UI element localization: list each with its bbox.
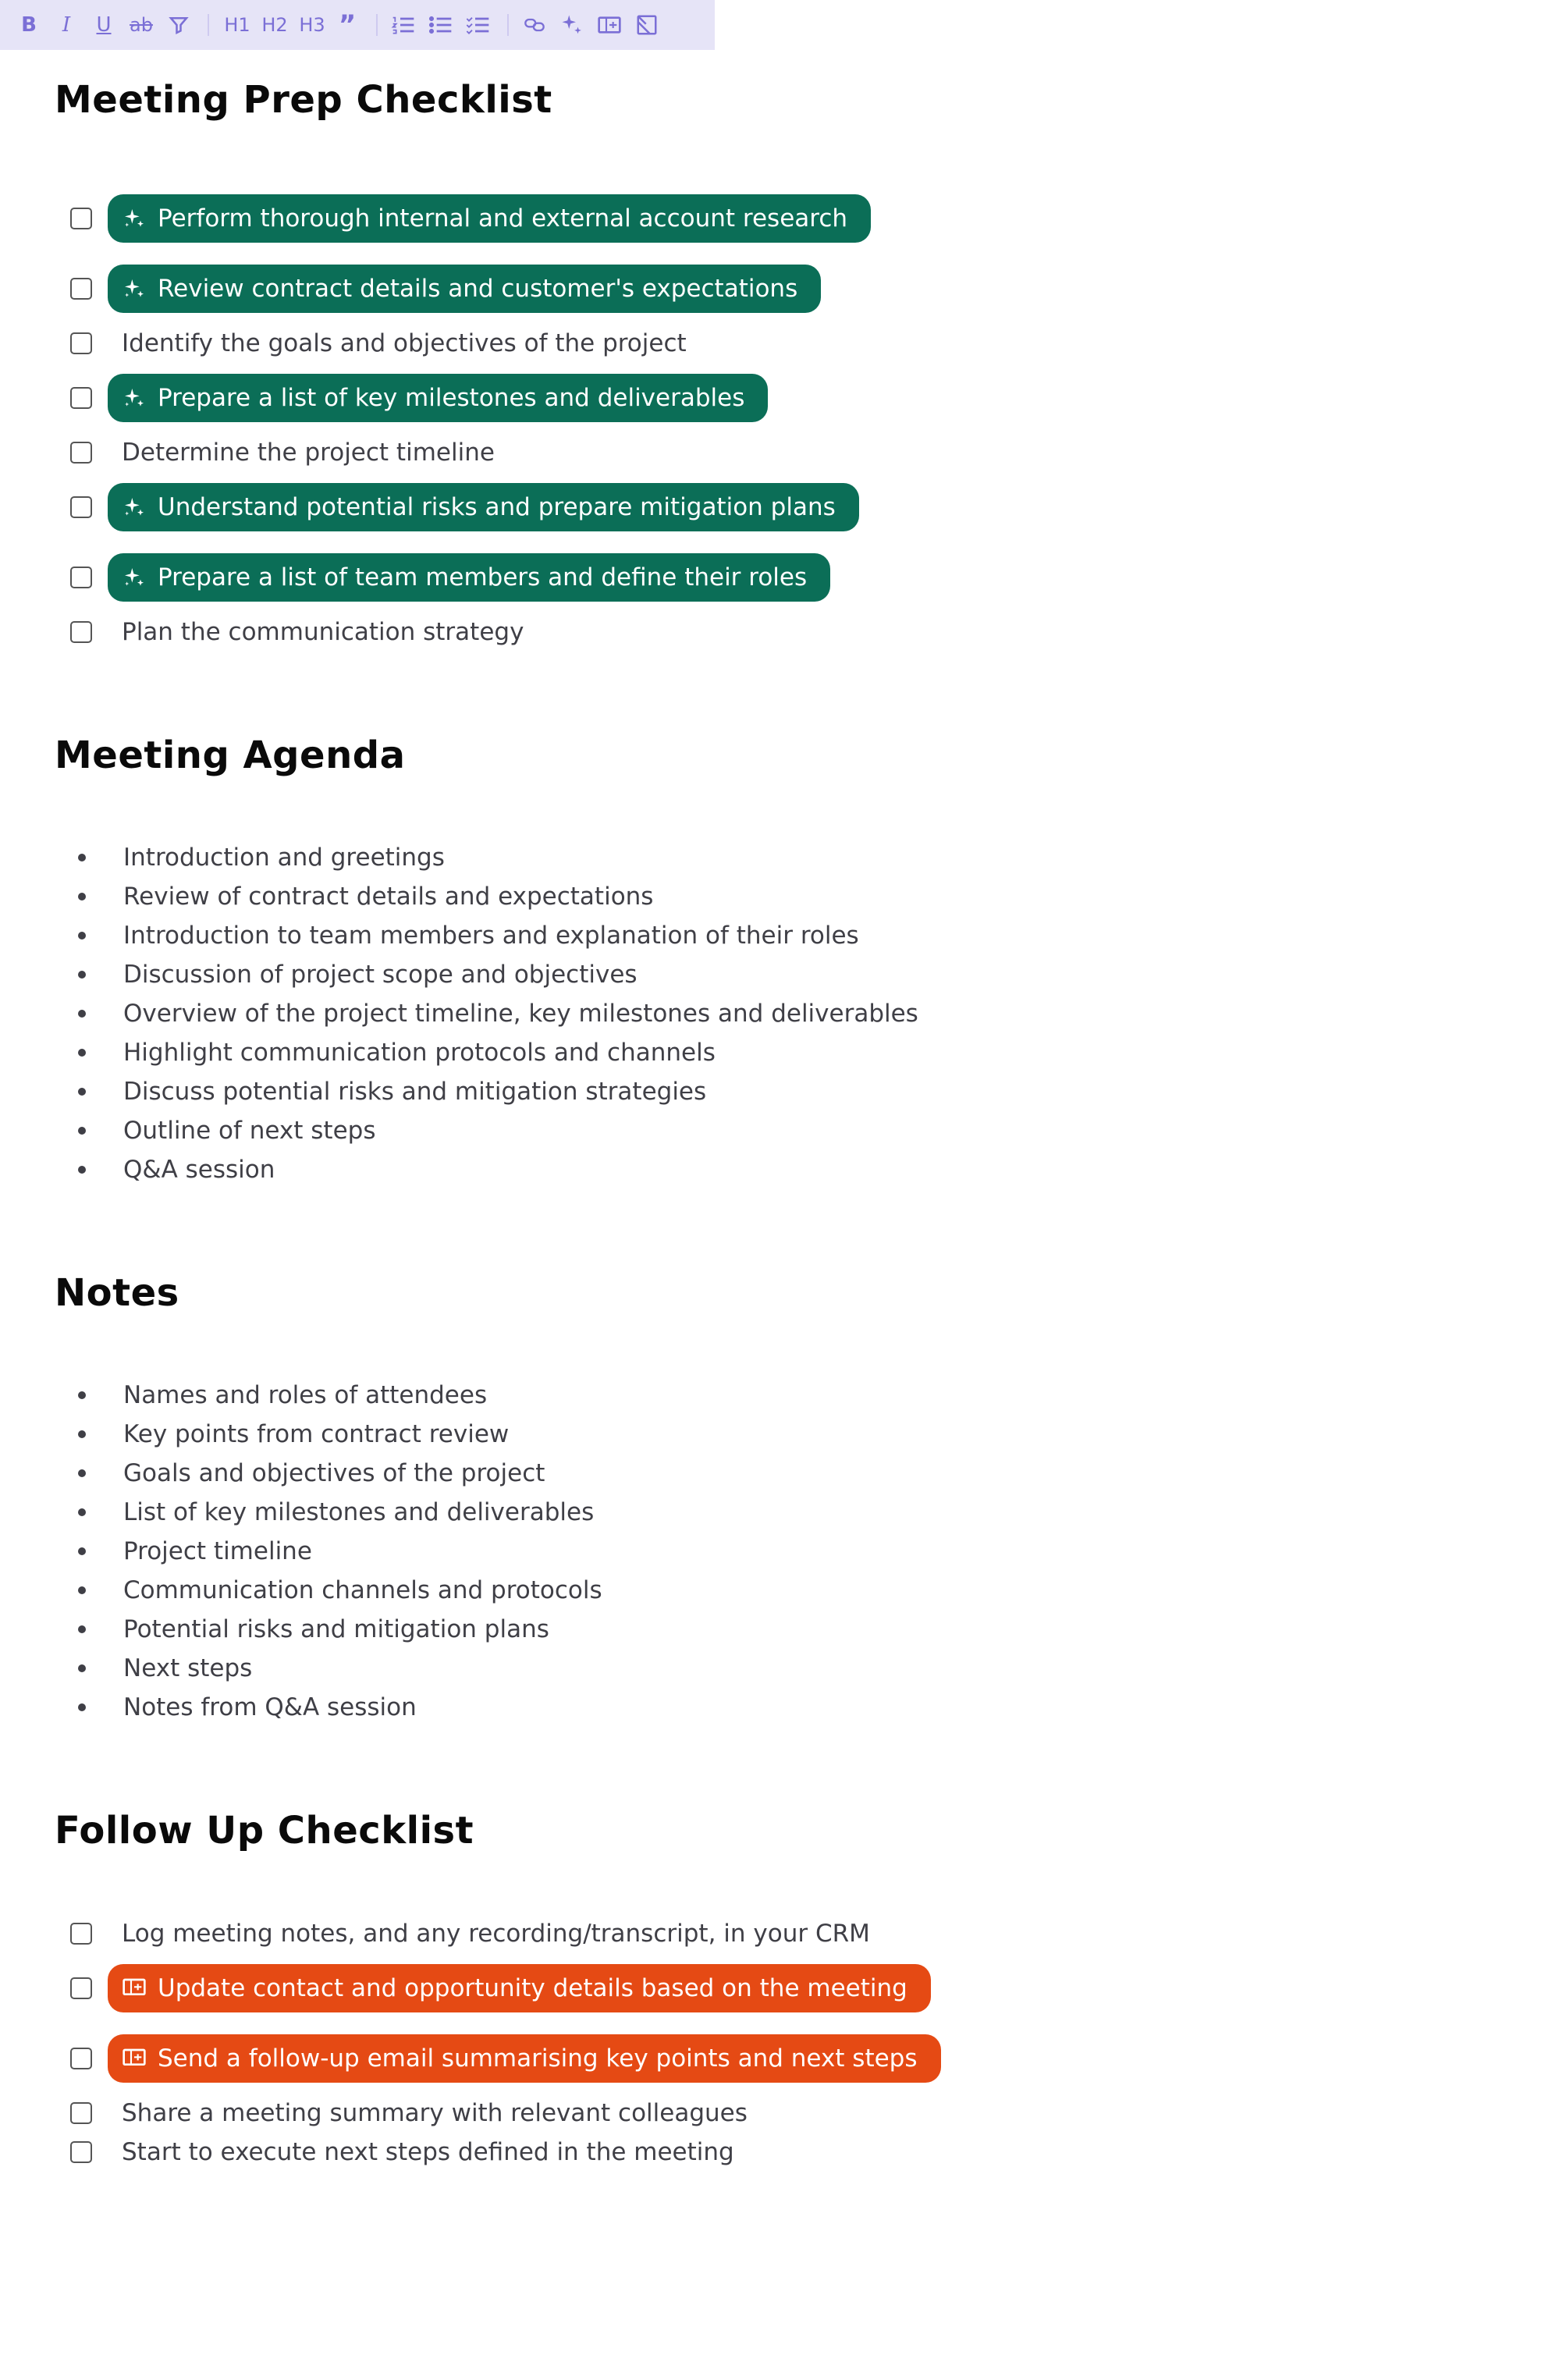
list-item-label[interactable]: Discuss potential risks and mitigation strategies [123, 1078, 707, 1106]
chip-label: Update contact and opportunity details based on the meeting [158, 1974, 907, 2002]
chip-label: Prepare a list of key milestones and deliverables [158, 384, 745, 412]
checkbox[interactable] [70, 278, 92, 300]
underline-button[interactable]: U [96, 13, 112, 37]
bullet-icon [78, 1586, 86, 1594]
checklist-button[interactable] [465, 9, 492, 41]
list-item [55, 1415, 509, 1454]
ai-action-chip[interactable] [108, 265, 821, 313]
sparkle-icon [122, 565, 147, 590]
checklist-item-label[interactable]: Plan the communication strategy [122, 618, 524, 646]
bullet-icon [78, 1010, 86, 1018]
bullet-icon [78, 1166, 86, 1174]
checkbox[interactable] [70, 332, 92, 354]
list-item [55, 1532, 312, 1571]
bullet-icon [78, 1547, 86, 1555]
list-item [55, 877, 653, 916]
checkbox[interactable] [70, 2102, 92, 2124]
agenda-title: Meeting Agenda [55, 734, 406, 777]
highlighter-button[interactable] [165, 9, 192, 41]
bullet-icon [78, 1625, 86, 1633]
bullet-icon [78, 1391, 86, 1399]
checklist-icon [466, 14, 491, 36]
list-item-label[interactable]: Potential risks and mitigation plans [123, 1615, 549, 1643]
chip-label: Send a follow-up email summarising key points and next steps [158, 2044, 918, 2073]
chip-label: Understand potential risks and prepare mitigation plans [158, 493, 836, 521]
ai-action-chip[interactable] [108, 194, 871, 243]
chip-label: Perform thorough internal and external account research [158, 204, 848, 233]
checkbox[interactable] [70, 442, 92, 464]
crm-field-icon [122, 2046, 147, 2071]
list-item-label[interactable]: Outline of next steps [123, 1117, 376, 1145]
checklist-item [55, 613, 524, 652]
checklist-item-label[interactable]: Share a meeting summary with relevant colleagues [122, 2099, 748, 2127]
checkbox[interactable] [70, 1923, 92, 1945]
list-item-label[interactable]: Overview of the project timeline, key milestones and deliverables [123, 1000, 918, 1028]
bullet-icon [78, 1430, 86, 1438]
image-button[interactable] [634, 9, 660, 41]
checkbox[interactable] [70, 621, 92, 643]
italic-button[interactable]: I [62, 13, 71, 37]
list-item-label[interactable]: Introduction to team members and explanation of their roles [123, 922, 859, 950]
checklist-item [55, 558, 830, 597]
checklist-item [55, 2133, 734, 2172]
chip-label: Prepare a list of team members and define their roles [158, 563, 808, 591]
bold-button[interactable]: B [21, 13, 37, 37]
image-icon [635, 13, 659, 37]
ai-action-chip[interactable] [108, 374, 768, 422]
toolbar-divider [507, 14, 509, 36]
checklist-item [55, 2039, 941, 2078]
heading-2-button[interactable]: H2 [261, 14, 288, 36]
link-icon [522, 14, 547, 36]
checklist-item [55, 2094, 748, 2133]
list-item [55, 994, 918, 1033]
list-item [55, 1376, 487, 1415]
list-item-label[interactable]: Notes from Q&A session [123, 1693, 417, 1721]
list-item [55, 1033, 716, 1072]
list-item [55, 1150, 275, 1189]
ordered-list-button[interactable] [390, 9, 417, 41]
sparkle-icon [560, 13, 584, 37]
bullet-icon [78, 1703, 86, 1711]
checkbox[interactable] [70, 2141, 92, 2163]
checkbox[interactable] [70, 567, 92, 588]
checklist-item [55, 199, 871, 238]
checklist-item [55, 324, 687, 363]
crm-field-button[interactable] [596, 9, 623, 41]
bullet-icon [78, 1127, 86, 1135]
list-item-label[interactable]: Discussion of project scope and objectives [123, 961, 638, 989]
quote-button[interactable]: ” [338, 9, 357, 41]
bullet-icon [78, 971, 86, 979]
checklist-item-label[interactable]: Determine the project timeline [122, 439, 495, 467]
list-item [55, 838, 445, 877]
list-item [55, 955, 638, 994]
toolbar-divider [208, 14, 209, 36]
sparkle-icon [122, 206, 147, 231]
checklist-item [55, 433, 495, 472]
list-item-label[interactable]: Project timeline [123, 1537, 312, 1565]
checkbox[interactable] [70, 387, 92, 409]
list-item-label[interactable]: Highlight communication protocols and channels [123, 1039, 716, 1067]
sparkle-icon [122, 276, 147, 301]
list-item [55, 1072, 706, 1111]
ai-sparkle-button[interactable] [559, 9, 585, 41]
bullet-icon [78, 1049, 86, 1057]
list-item [55, 1688, 417, 1727]
checklist-item [55, 269, 821, 308]
checklist-item [55, 1914, 870, 1953]
notes-title: Notes [55, 1271, 179, 1315]
list-item-label[interactable]: Introduction and greetings [123, 844, 445, 872]
list-item-label[interactable]: Names and roles of attendees [123, 1381, 488, 1409]
bullet-icon [78, 932, 86, 940]
checklist-item-label[interactable]: Start to execute next steps defined in the meeting [122, 2138, 734, 2166]
list-item-label[interactable]: Communication channels and protocols [123, 1576, 602, 1604]
checklist-item [55, 488, 859, 527]
checklist-item-label[interactable]: Log meeting notes, and any recording/transcript, in your CRM [122, 1920, 870, 1948]
checkbox[interactable] [70, 1977, 92, 1999]
list-item [55, 1571, 602, 1610]
heading-1-button[interactable]: H1 [224, 14, 250, 36]
list-item [55, 1649, 252, 1688]
link-button[interactable] [521, 9, 548, 41]
checkbox[interactable] [70, 496, 92, 518]
list-item-label[interactable]: Key points from contract review [123, 1420, 510, 1448]
ai-action-chip[interactable] [108, 483, 859, 531]
crm-field-icon [597, 14, 622, 36]
list-item [55, 1111, 375, 1150]
bullet-icon [78, 1508, 86, 1516]
ordered-list-icon [391, 14, 416, 36]
followup-checklist-title: Follow Up Checklist [55, 1809, 474, 1852]
list-item-label[interactable]: Goals and objectives of the project [123, 1459, 545, 1487]
sparkle-icon [122, 495, 147, 520]
list-item [55, 1493, 594, 1532]
list-item-label[interactable]: Next steps [123, 1654, 253, 1682]
ai-action-chip[interactable] [108, 553, 830, 602]
bullet-icon [78, 1664, 86, 1672]
highlighter-icon [167, 13, 190, 37]
list-item-label[interactable]: List of key milestones and deliverables [123, 1498, 595, 1526]
checkbox[interactable] [70, 2048, 92, 2069]
checklist-item-label[interactable]: Identify the goals and objectives of the project [122, 329, 687, 357]
list-item-label[interactable]: Q&A session [123, 1156, 275, 1184]
prep-checklist-title: Meeting Prep Checklist [55, 78, 552, 122]
list-item [55, 916, 859, 955]
crm-action-chip[interactable] [108, 1964, 931, 2012]
formatting-toolbar [0, 0, 715, 50]
bullet-list-button[interactable] [428, 9, 454, 41]
chip-label: Review contract details and customer's expectations [158, 275, 798, 303]
list-item [55, 1610, 549, 1649]
bullet-icon [78, 1469, 86, 1477]
list-item-label[interactable]: Review of contract details and expectations [123, 883, 654, 911]
bullet-icon [78, 1088, 86, 1096]
bullet-icon [78, 854, 86, 861]
strikethrough-button[interactable]: ab [130, 14, 153, 36]
sparkle-icon [122, 385, 147, 410]
checkbox[interactable] [70, 208, 92, 229]
heading-3-button[interactable]: H3 [299, 14, 325, 36]
bullet-list-icon [428, 14, 453, 36]
checklist-item [55, 1969, 931, 2008]
toolbar-divider [376, 14, 378, 36]
crm-action-chip[interactable] [108, 2034, 941, 2083]
checklist-item [55, 378, 768, 417]
crm-field-icon [122, 1976, 147, 2001]
list-item [55, 1454, 545, 1493]
bullet-icon [78, 893, 86, 900]
